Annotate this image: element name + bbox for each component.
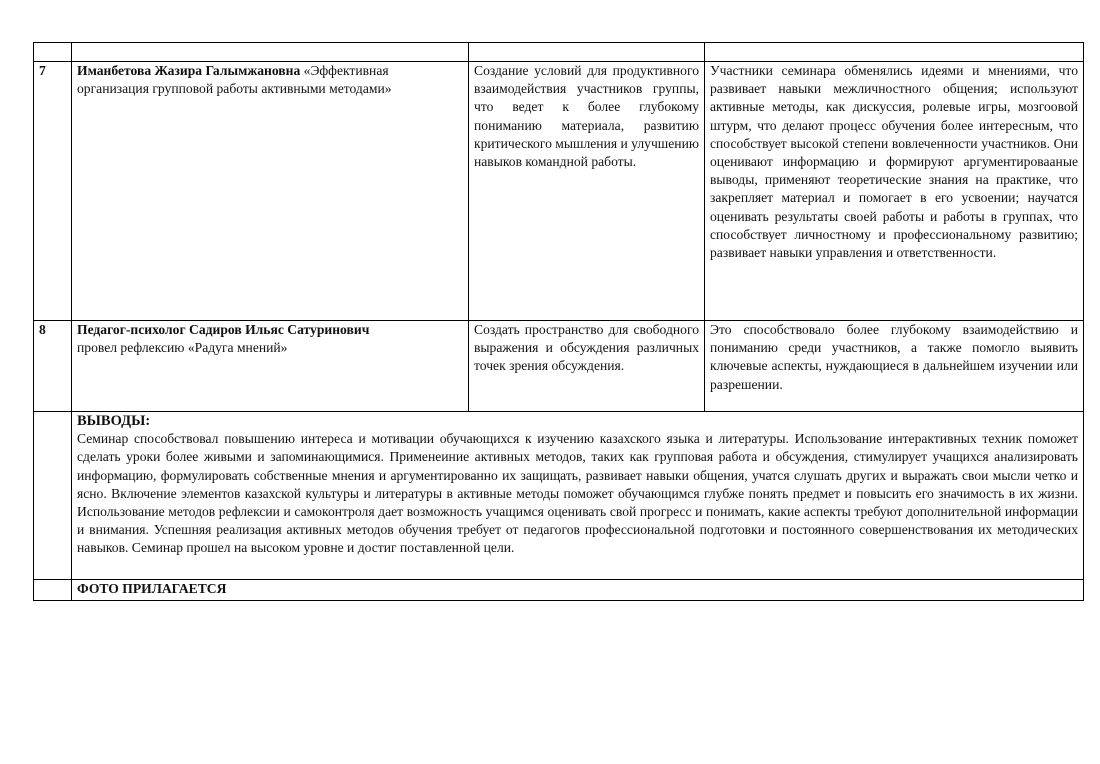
speaker-name: Педагог-психолог Садиров Ильяс Сатуринович <box>77 322 370 337</box>
table-row <box>34 321 1084 412</box>
conclusions-cell <box>72 412 1084 580</box>
empty-cell <box>705 43 1084 62</box>
empty-header-row <box>34 43 1084 62</box>
speaker-cell <box>72 62 469 321</box>
table-row <box>34 62 1084 321</box>
row-number: 7 <box>34 62 72 321</box>
empty-cell <box>34 43 72 62</box>
speaker-name: Иманбетова Жазира Галымжановна <box>77 63 301 78</box>
empty-cell <box>72 43 469 62</box>
goal-cell: Создание условий для продуктивного взаимодействия участников группы, что ведет к более глубокому пониманию материала, развитию критического мышления и улучшению навыков командной работы. <box>469 62 705 321</box>
speaker-topic: провел рефлексию «Радуга мнений» <box>77 340 288 356</box>
speaker-topic: «Эффективная организация групповой работы активными методами» <box>77 63 392 97</box>
result-cell: Участники семинара обменялись идеями и мнениями, что развивает навыки межличностного общения; используют активные методы, как дискуссия, ролевые игры, мозгоовой штурм, что делают процесс обучения более интересным, что способствует высокой степени вовлеченности участников. Они оценивают информацию и формируют аргументироваaные выводы, применяют теоретические знания на практике, что закрепляет материал и помогает в его усвоении; научатся оценивать результаты своей работы и работы в группах, что способствует личностному и профессиональному развитию; развивает навыки управления и ответственности. <box>705 62 1084 321</box>
speaker-cell <box>72 321 469 412</box>
empty-cell <box>34 412 72 580</box>
empty-cell <box>34 580 72 601</box>
report-table <box>33 42 1084 601</box>
conclusions-row <box>34 412 1084 580</box>
result-cell: Это способствовало более глубокому взаимодействию и пониманию среди участников, а также помогло выявить ключевые аспекты, нуждающиеся в дальнейшем изучении или разрешении. <box>705 321 1084 412</box>
photo-row <box>34 580 1084 601</box>
photo-note: ФОТО ПРИЛАГАЕТСЯ <box>72 580 1084 601</box>
row-number: 8 <box>34 321 72 412</box>
goal-cell: Создать пространство для свободного выражения и обсуждения различных точек зрения обсуждения. <box>469 321 705 412</box>
conclusions-text: Семинар способствовал повышению интереса и мотивации обучающихся к изучению казахского языка и литературы. Использование интерактивных техник поможет сделать уроки более живыми и запоминающимися. Применеиние активных методов, таких как групповая работа и обсуждения, стимулирует учащихся анализировать информацию, формулировать собственные мнения и аргументированно их защищать, развивает навыки общения, учатся слушать других и выражать свои мысли четко и ясно. Включение элементов казахской культуры и литературы в активные методы поможет обучающимся глубже понять предмет и повысить его значимость в их жизни. Использование методов рефлексии и самоконтроля дает возможность учащимся оценивать свой прогресс и понимать, какие аспекты требуют дополнительной информации и внимания. Успешняя реализация активных методов обучения требует от педагогов профессиональной подготовки и постоянного совершенствования их методических навыков. Семинар прошел на высоком уровне и достиг поставленной цели. <box>77 431 1078 556</box>
conclusions-heading: ВЫВОДЫ: <box>77 413 151 429</box>
empty-cell <box>469 43 705 62</box>
